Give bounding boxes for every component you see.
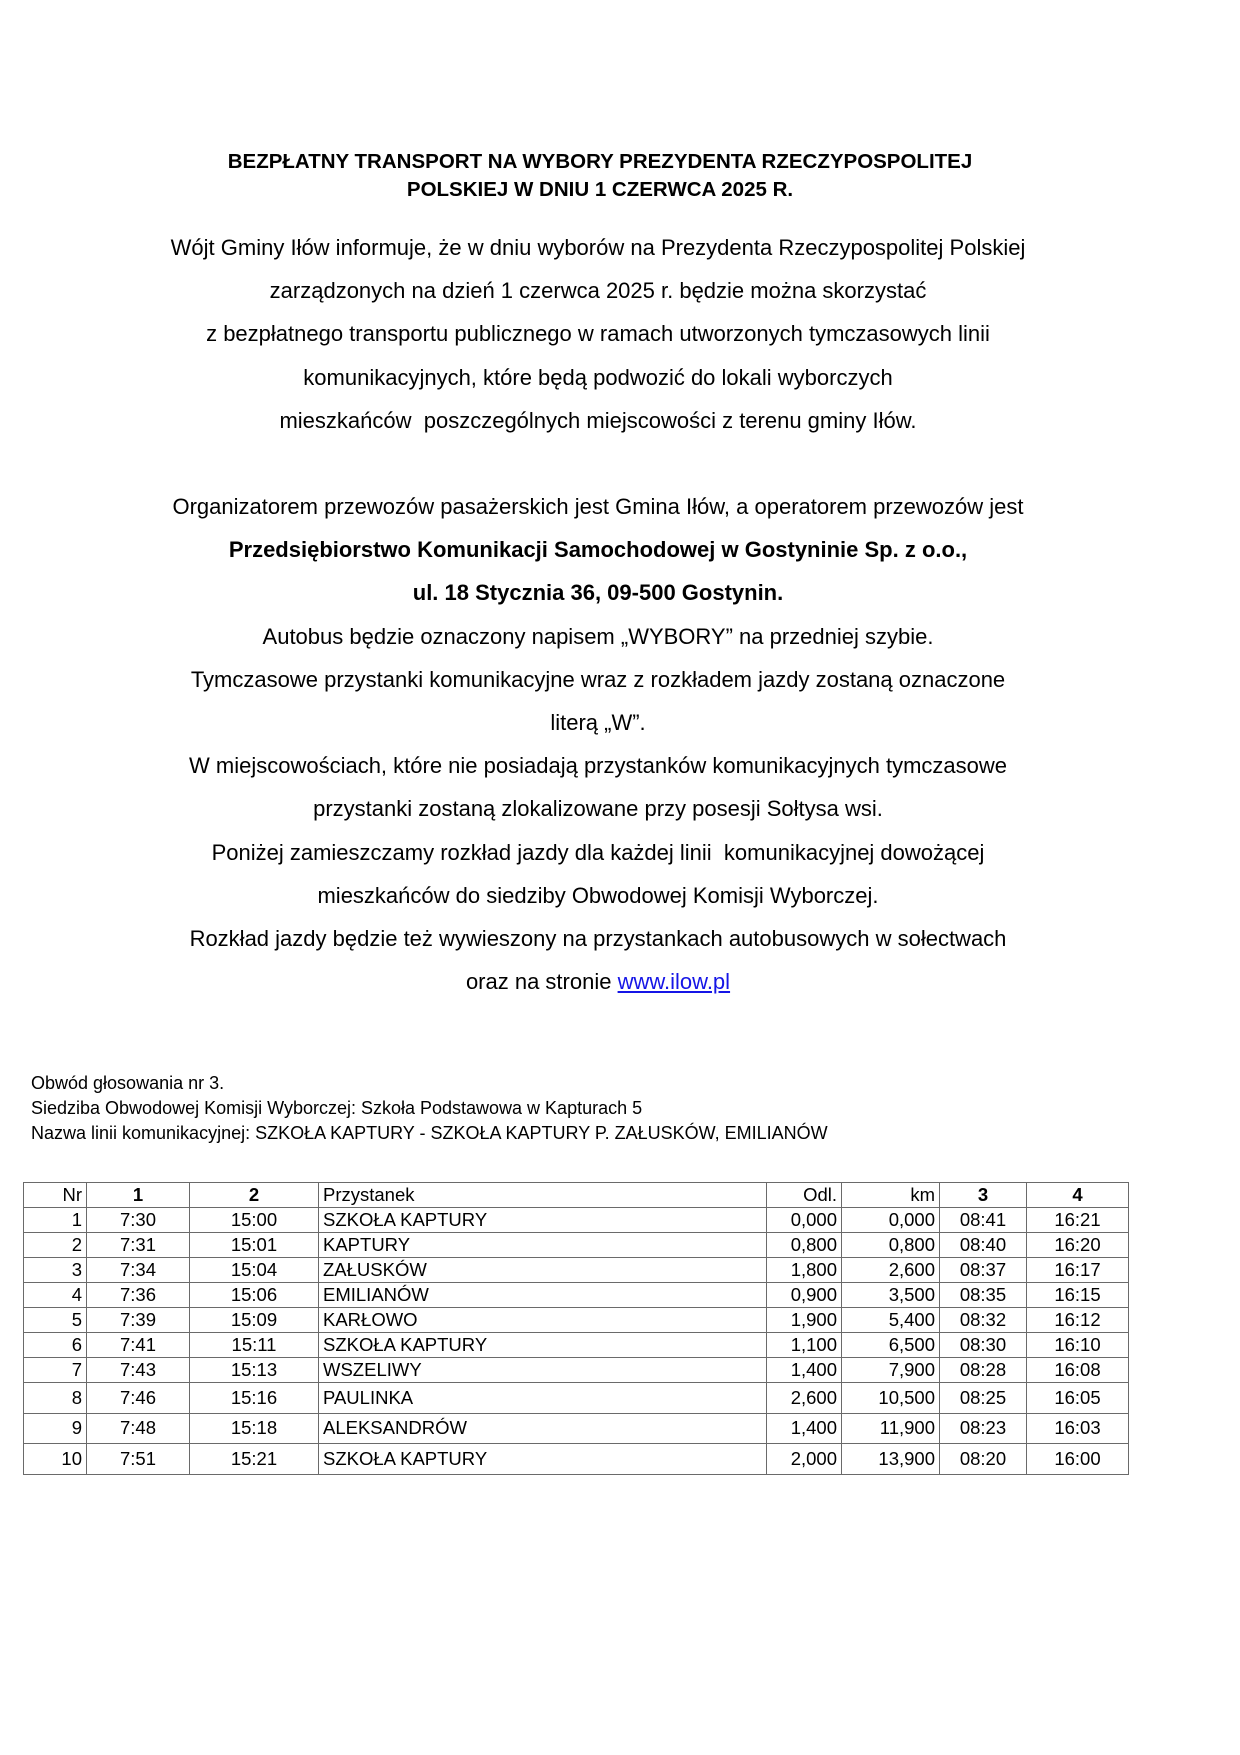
- stop-number: 1: [24, 1208, 87, 1233]
- course-2-time: 15:00: [190, 1208, 319, 1233]
- table-row: [24, 1308, 1129, 1333]
- course-1-time: 7:46: [87, 1383, 190, 1414]
- course-2-time: 15:06: [190, 1283, 319, 1308]
- course-2-time: 15:09: [190, 1308, 319, 1333]
- distance: 1,400: [767, 1413, 842, 1444]
- course-1-time: 7:51: [87, 1444, 190, 1475]
- table-row: [24, 1283, 1129, 1308]
- temporary-stops-line-2: przystanki zostaną zlokalizowane przy posesji Sołtysa wsi.: [313, 796, 883, 822]
- course-2-time: 15:11: [190, 1333, 319, 1358]
- bus-marking-line: Autobus będzie oznaczony napisem „WYBORY” na przedniej szybie.: [262, 623, 934, 649]
- stop-name: PAULINKA: [319, 1383, 767, 1414]
- course-2-time: 15:21: [190, 1444, 319, 1475]
- distance: 2,000: [767, 1444, 842, 1475]
- header-course-2: 2: [190, 1183, 319, 1208]
- schedule-intro-line-2: mieszkańców do siedziby Obwodowej Komisji Wyborczej.: [317, 882, 879, 908]
- stops-marking-line-2: literą „W”.: [550, 709, 646, 735]
- course-1-time: 7:48: [87, 1413, 190, 1444]
- operator-paragraph: [0, 485, 1196, 1003]
- header-nr: Nr: [24, 1183, 87, 1208]
- stops-marking-line: Tymczasowe przystanki komunikacyjne wraz z rozkładem jazdy zostaną oznaczone: [190, 666, 1006, 692]
- cumulative-km: 7,900: [842, 1358, 940, 1383]
- course-2-time: 15:13: [190, 1358, 319, 1383]
- table-row: [24, 1413, 1129, 1444]
- title-line-1: BEZPŁATNY TRANSPORT NA WYBORY PREZYDENTA RZECZYPOSPOLITEJ: [227, 150, 973, 173]
- course-4-time: 16:17: [1027, 1258, 1129, 1283]
- distance: 1,800: [767, 1258, 842, 1283]
- course-4-time: 16:20: [1027, 1233, 1129, 1258]
- stop-number: 5: [24, 1308, 87, 1333]
- course-2-time: 15:01: [190, 1233, 319, 1258]
- cumulative-km: 5,400: [842, 1308, 940, 1333]
- header-course-4: 4: [1027, 1183, 1129, 1208]
- operator-name: Przedsiębiorstwo Komunikacji Samochodowej w Gostyninie Sp. z o.o.,: [228, 537, 968, 563]
- course-3-time: 08:20: [940, 1444, 1027, 1475]
- course-4-time: 16:05: [1027, 1383, 1129, 1414]
- operator-address: ul. 18 Stycznia 36, 09-500 Gostynin.: [412, 580, 784, 606]
- course-1-time: 7:34: [87, 1258, 190, 1283]
- course-4-time: 16:15: [1027, 1283, 1129, 1308]
- course-4-time: 16:08: [1027, 1358, 1129, 1383]
- course-3-time: 08:23: [940, 1413, 1027, 1444]
- stop-name: SZKOŁA KAPTURY: [319, 1333, 767, 1358]
- header-course-3: 3: [940, 1183, 1027, 1208]
- stop-number: 3: [24, 1258, 87, 1283]
- course-2-time: 15:16: [190, 1383, 319, 1414]
- course-3-time: 08:35: [940, 1283, 1027, 1308]
- temporary-stops-line: W miejscowościach, które nie posiadają przystanków komunikacyjnych tymczasowe: [189, 753, 1007, 779]
- cumulative-km: 6,500: [842, 1333, 940, 1358]
- cumulative-km: 0,000: [842, 1208, 940, 1233]
- cumulative-km: 13,900: [842, 1444, 940, 1475]
- cumulative-km: 0,800: [842, 1233, 940, 1258]
- stop-name: KARŁOWO: [319, 1308, 767, 1333]
- intro-line: zarządzonych na dzień 1 czerwca 2025 r. będzie można skorzystać: [269, 278, 927, 304]
- timetable-body: [24, 1208, 1129, 1475]
- course-4-time: 16:21: [1027, 1208, 1129, 1233]
- stop-name: ZAŁUSKÓW: [319, 1258, 767, 1283]
- intro-line: komunikacyjnych, które będą podwozić do lokali wyborczych: [303, 364, 893, 390]
- line-name: Nazwa linii komunikacyjnej: SZKOŁA KAPTURY - SZKOŁA KAPTURY P. ZAŁUSKÓW, EMILIANÓW: [31, 1123, 828, 1143]
- course-4-time: 16:10: [1027, 1333, 1129, 1358]
- stop-name: SZKOŁA KAPTURY: [319, 1208, 767, 1233]
- intro-paragraph: [0, 226, 1196, 442]
- table-row: [24, 1383, 1129, 1414]
- schedule-posted-line: Rozkład jazdy będzie też wywieszony na przystankach autobusowych w sołectwach: [189, 925, 1007, 951]
- course-1-time: 7:31: [87, 1233, 190, 1258]
- route-info: [31, 1071, 828, 1146]
- course-3-time: 08:32: [940, 1308, 1027, 1333]
- distance: 0,000: [767, 1208, 842, 1233]
- stop-name: SZKOŁA KAPTURY: [319, 1444, 767, 1475]
- organizer-line: Organizatorem przewozów pasażerskich jest Gmina Iłów, a operatorem przewozów jest: [172, 494, 1024, 519]
- commission-seat: Siedziba Obwodowej Komisji Wyborczej: Szkoła Podstawowa w Kapturach 5: [31, 1098, 643, 1118]
- table-row: [24, 1333, 1129, 1358]
- distance: 1,100: [767, 1333, 842, 1358]
- course-1-time: 7:43: [87, 1358, 190, 1383]
- stop-number: 4: [24, 1283, 87, 1308]
- intro-line: mieszkańców poszczególnych miejscowości z terenu gminy Iłów.: [279, 407, 917, 433]
- table-row: [24, 1258, 1129, 1283]
- stop-name: EMILIANÓW: [319, 1283, 767, 1308]
- stop-number: 7: [24, 1358, 87, 1383]
- table-row: [24, 1444, 1129, 1475]
- website-prefix: oraz na stronie: [465, 969, 618, 995]
- course-2-time: 15:18: [190, 1413, 319, 1444]
- distance: 1,400: [767, 1358, 842, 1383]
- course-3-time: 08:28: [940, 1358, 1027, 1383]
- distance: 0,800: [767, 1233, 842, 1258]
- course-1-time: 7:39: [87, 1308, 190, 1333]
- course-3-time: 08:25: [940, 1383, 1027, 1414]
- course-1-time: 7:36: [87, 1283, 190, 1308]
- website-line: [0, 960, 1196, 1003]
- stop-number: 6: [24, 1333, 87, 1358]
- title-line-2: POLSKIEJ W DNIU 1 CZERWCA 2025 R.: [406, 178, 794, 201]
- website-link[interactable]: www.ilow.pl: [617, 969, 731, 995]
- course-3-time: 08:40: [940, 1233, 1027, 1258]
- document-title: [0, 148, 1200, 204]
- course-1-time: 7:41: [87, 1333, 190, 1358]
- stop-number: 2: [24, 1233, 87, 1258]
- timetable-header-row: [24, 1183, 1129, 1208]
- course-1-time: 7:30: [87, 1208, 190, 1233]
- course-4-time: 16:03: [1027, 1413, 1129, 1444]
- course-4-time: 16:00: [1027, 1444, 1129, 1475]
- table-row: [24, 1208, 1129, 1233]
- intro-line: Wójt Gminy Iłów informuje, że w dniu wyborów na Prezydenta Rzeczypospolitej Polskiej: [170, 235, 1026, 260]
- stop-name: ALEKSANDRÓW: [319, 1413, 767, 1444]
- header-course-1: 1: [87, 1183, 190, 1208]
- table-row: [24, 1233, 1129, 1258]
- stop-name: KAPTURY: [319, 1233, 767, 1258]
- header-distance: Odl.: [767, 1183, 842, 1208]
- header-stop: Przystanek: [319, 1183, 767, 1208]
- cumulative-km: 10,500: [842, 1383, 940, 1414]
- stop-number: 9: [24, 1413, 87, 1444]
- schedule-intro-line: Poniżej zamieszczamy rozkład jazdy dla każdej linii komunikacyjnej dowożącej: [211, 839, 985, 865]
- stop-name: WSZELIWY: [319, 1358, 767, 1383]
- timetable: [23, 1182, 1129, 1475]
- stop-number: 8: [24, 1383, 87, 1414]
- cumulative-km: 11,900: [842, 1413, 940, 1444]
- course-3-time: 08:37: [940, 1258, 1027, 1283]
- course-4-time: 16:12: [1027, 1308, 1129, 1333]
- intro-line: z bezpłatnego transportu publicznego w ramach utworzonych tymczasowych linii: [206, 321, 990, 347]
- course-3-time: 08:41: [940, 1208, 1027, 1233]
- course-3-time: 08:30: [940, 1333, 1027, 1358]
- distance: 0,900: [767, 1283, 842, 1308]
- header-km: km: [842, 1183, 940, 1208]
- table-row: [24, 1358, 1129, 1383]
- cumulative-km: 2,600: [842, 1258, 940, 1283]
- distance: 1,900: [767, 1308, 842, 1333]
- stop-number: 10: [24, 1444, 87, 1475]
- distance: 2,600: [767, 1383, 842, 1414]
- cumulative-km: 3,500: [842, 1283, 940, 1308]
- course-2-time: 15:04: [190, 1258, 319, 1283]
- district-number: Obwód głosowania nr 3.: [31, 1073, 225, 1093]
